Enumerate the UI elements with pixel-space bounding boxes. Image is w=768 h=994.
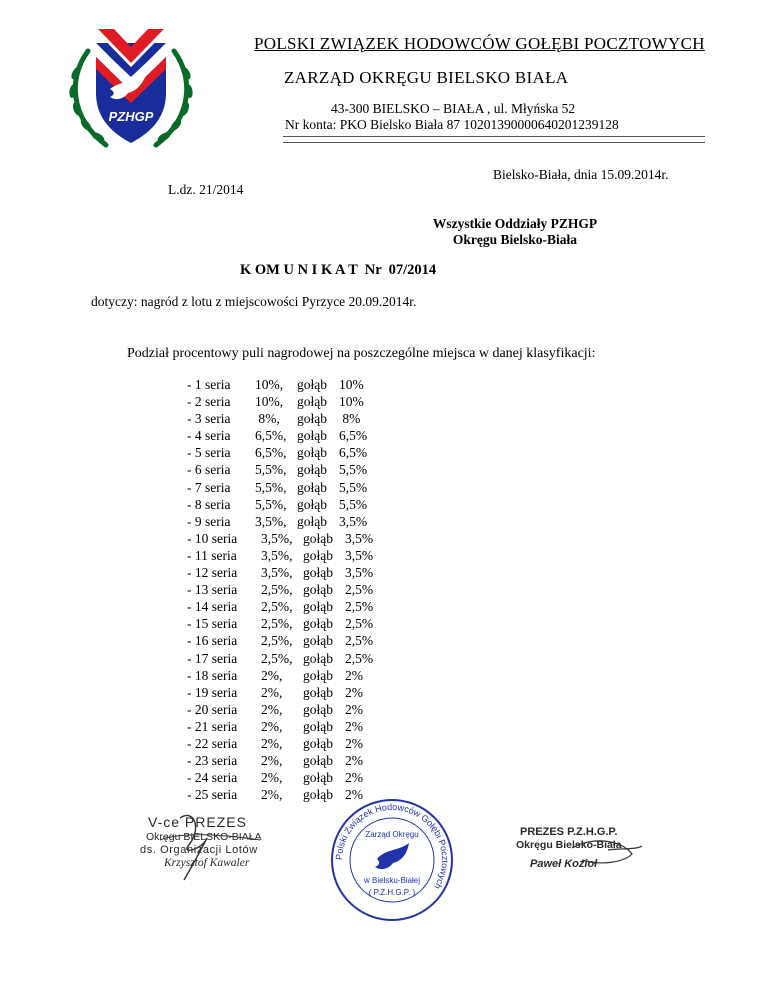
distribution-place: - 24 seria — [187, 770, 238, 786]
stamp-abbr: ( P.Z.H.G.P. ) — [368, 888, 416, 897]
stamp-inner-bottom: w Bielsku-Białej — [363, 876, 421, 885]
pigeon-percent: 2% — [345, 770, 363, 786]
stamp-seal-icon — [329, 797, 455, 923]
pigeon-percent: 2% — [345, 667, 363, 683]
distribution-place: - 2 seria — [187, 394, 231, 410]
pigeon-percent: 2% — [345, 684, 363, 700]
pigeon-percent: 2% — [345, 787, 363, 803]
series-percent: 2,5%, — [261, 582, 293, 598]
pigeon-percent: 2,5% — [345, 599, 374, 615]
series-percent: 5,5%, — [255, 479, 287, 495]
series-percent: 2,5%, — [261, 616, 293, 632]
vp-title: V-ce PREZES — [148, 814, 247, 830]
pigeon-label: gołąb — [297, 462, 327, 478]
pigeon-percent: 2% — [345, 753, 363, 769]
distribution-place: - 12 seria — [187, 565, 238, 581]
pigeon-label: gołąb — [303, 582, 333, 598]
president-title: PREZES P.Z.H.G.P. — [520, 826, 618, 838]
series-percent: 5,5%, — [255, 462, 287, 478]
distribution-place: - 13 seria — [187, 582, 238, 598]
series-percent: 2%, — [261, 701, 283, 717]
series-percent: 6,5%, — [255, 445, 287, 461]
series-percent: 2%, — [261, 667, 283, 683]
distribution-place: - 6 seria — [187, 462, 231, 478]
pigeon-label: gołąb — [303, 735, 333, 751]
pigeon-percent: 2% — [345, 735, 363, 751]
distribution-place: - 23 seria — [187, 753, 238, 769]
series-percent: 2%, — [261, 735, 283, 751]
pigeon-percent: 10% — [339, 377, 364, 392]
pigeon-label: gołąb — [303, 787, 333, 803]
org-name: POLSKI ZWIĄZEK HODOWCÓW GOŁĘBI POCZTOWYCH — [254, 34, 705, 53]
series-percent: 3,5%, — [255, 513, 287, 529]
distribution-place: - 4 seria — [187, 428, 231, 444]
series-percent: 2%, — [261, 718, 283, 734]
header-divider — [283, 136, 705, 143]
series-percent: 2%, — [261, 770, 283, 786]
logo-text: PZHGP — [108, 109, 154, 124]
pigeon-label: gołąb — [303, 616, 333, 632]
stamp-ring-text: Polski Związek Hodowców Gołębi Pocztowych — [333, 801, 451, 891]
vp-handwritten-signature-icon — [140, 810, 300, 890]
pigeon-percent: 2% — [345, 701, 363, 717]
pigeon-percent: 3,5% — [345, 547, 374, 563]
pzhgp-emblem-icon — [66, 23, 196, 158]
president-district: Okręgu Bielsko-Biała — [516, 839, 622, 851]
pigeon-label: gołąb — [297, 445, 327, 461]
pigeon-percent: 8% — [339, 411, 361, 427]
pigeon-label: gołąb — [303, 547, 333, 563]
bank-account: Nr konta: PKO Bielsko Biała 87 10201390000640201239128 — [285, 117, 619, 132]
distribution-place: - 19 seria — [187, 684, 238, 700]
pigeon-label: gołąb — [303, 633, 333, 649]
distribution-place: - 5 seria — [187, 445, 231, 461]
series-percent: 10%, — [255, 394, 284, 410]
pigeon-label: gołąb — [297, 411, 327, 427]
distribution-place: - 9 seria — [187, 513, 231, 529]
pigeon-percent: 5,5% — [339, 479, 368, 495]
president-name: Paweł Kozioł — [530, 858, 598, 870]
series-percent: 2%, — [261, 684, 283, 700]
document-title: K OM U N I K A T Nr 07/2014 — [240, 262, 437, 278]
pigeon-label: gołąb — [303, 770, 333, 786]
distribution-place: - 17 seria — [187, 650, 238, 666]
pigeon-label: gołąb — [297, 496, 327, 512]
series-percent: 2%, — [261, 787, 283, 803]
pigeon-percent: 6,5% — [339, 445, 368, 461]
pigeon-label: gołąb — [303, 701, 333, 717]
pigeon-label: gołąb — [297, 428, 327, 444]
pigeon-label: gołąb — [297, 513, 327, 529]
pigeon-label: gołąb — [303, 530, 333, 546]
series-percent: 2%, — [261, 753, 283, 769]
distribution-place: - 16 seria — [187, 633, 238, 649]
series-percent: 8%, — [255, 411, 280, 427]
distribution-place: - 20 seria — [187, 701, 238, 717]
pigeon-percent: 2,5% — [345, 633, 374, 649]
series-percent: 2,5%, — [261, 650, 293, 666]
series-percent: 3,5%, — [261, 530, 293, 546]
pigeon-label: gołąb — [297, 377, 327, 392]
pigeon-percent: 3,5% — [345, 565, 374, 581]
pigeon-percent: 2,5% — [345, 650, 374, 666]
pigeon-percent: 3,5% — [339, 513, 368, 529]
stamp-inner-top: Zarząd Okręgu — [365, 830, 419, 839]
pigeon-label: gołąb — [303, 599, 333, 615]
vp-role: ds. Organizacji Lotów — [140, 844, 258, 856]
series-percent: 10%, — [255, 377, 284, 392]
pigeon-label: gołąb — [297, 479, 327, 495]
pigeon-label: gołąb — [303, 667, 333, 683]
distribution-place: - 14 seria — [187, 599, 238, 615]
distribution-place: - 21 seria — [187, 718, 238, 734]
pigeon-percent: 2,5% — [345, 582, 374, 598]
distribution-place: - 25 seria — [187, 787, 238, 803]
address: 43-300 BIELSKO – BIAŁA , ul. Młyńska 52 — [331, 101, 576, 116]
series-percent: 6,5%, — [255, 428, 287, 444]
pigeon-label: gołąb — [297, 394, 327, 410]
pigeon-percent: 10% — [339, 394, 364, 410]
pigeon-percent: 5,5% — [339, 496, 368, 512]
distribution-place: - 15 seria — [187, 616, 238, 632]
pigeon-percent: 3,5% — [345, 530, 374, 546]
reference-number: L.dz. 21/2014 — [168, 182, 244, 197]
official-stamp — [329, 797, 455, 923]
pigeon-percent: 6,5% — [339, 428, 368, 444]
pigeon-percent: 2,5% — [345, 616, 374, 632]
board-name: ZARZĄD OKRĘGU BIELSKO BIAŁA — [284, 68, 569, 87]
distribution-place: - 1 seria — [187, 377, 231, 392]
subject-line: dotyczy: nagród z lotu z miejscowości Pyrzyce 20.09.2014r. — [91, 294, 417, 309]
vice-president-signature — [140, 810, 300, 890]
pigeon-label: gołąb — [303, 753, 333, 769]
series-percent: 5,5%, — [255, 496, 287, 512]
distribution-place: - 10 seria — [187, 530, 238, 546]
date-line: Bielsko-Biała, dnia 15.09.2014r. — [493, 167, 669, 182]
recipient-line-1: Wszystkie Oddziały PZHGP — [432, 216, 598, 231]
series-percent: 3,5%, — [261, 565, 293, 581]
pigeon-percent: 2% — [345, 718, 363, 734]
pzhgp-logo — [66, 23, 196, 158]
recipient-line-2: Okręgu Bielsko-Biała — [452, 232, 578, 247]
recipient-block — [425, 216, 605, 248]
pigeon-label: gołąb — [303, 650, 333, 666]
pigeon-percent: 5,5% — [339, 462, 368, 478]
distribution-place: - 7 seria — [187, 479, 231, 495]
distribution-place: - 11 seria — [187, 547, 237, 563]
distribution-place: - 18 seria — [187, 667, 238, 683]
distribution-place: - 22 seria — [187, 735, 238, 751]
pigeon-label: gołąb — [303, 718, 333, 734]
series-percent: 2,5%, — [261, 599, 293, 615]
series-percent: 3,5%, — [261, 547, 293, 563]
series-percent: 2,5%, — [261, 633, 293, 649]
vp-name: Krzysztof Kawaler — [164, 857, 250, 869]
distribution-place: - 3 seria — [187, 411, 231, 427]
president-signature — [512, 826, 662, 886]
distribution-place: - 8 seria — [187, 496, 231, 512]
pigeon-label: gołąb — [303, 684, 333, 700]
president-handwritten-signature-icon — [512, 826, 662, 886]
pigeon-label: gołąb — [303, 565, 333, 581]
vp-district: Okręgu BIELSKO-BIAŁA — [146, 831, 262, 843]
intro-text: Podział procentowy puli nagrodowej na poszczególne miejsca w danej klasyfikacji: — [127, 346, 596, 361]
